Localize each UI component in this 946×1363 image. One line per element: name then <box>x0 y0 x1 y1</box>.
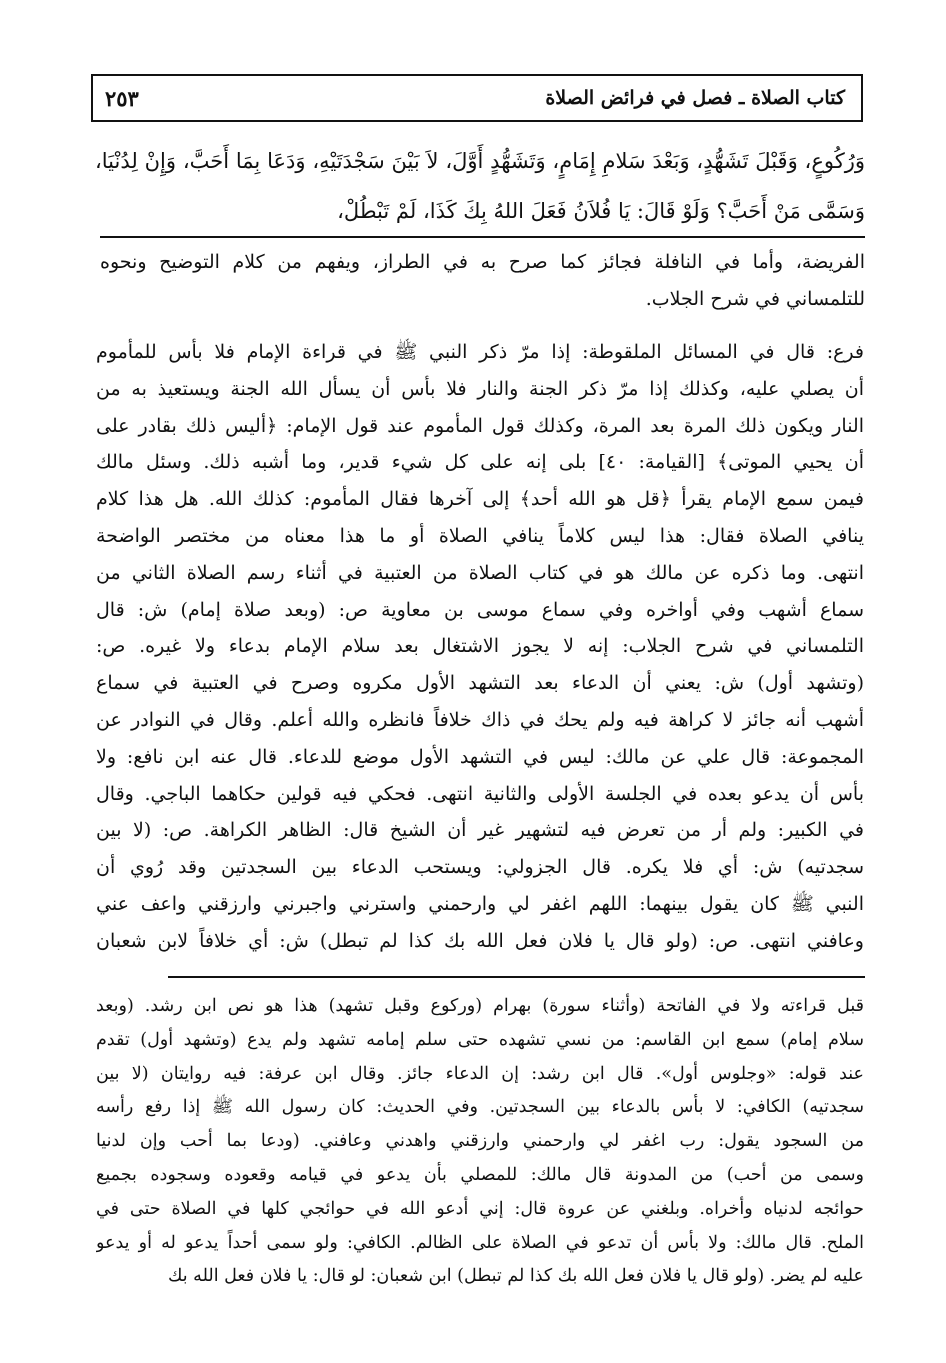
sharh-line: حوائجه لدنياه وأخراه. وبلغني عن عروة قال: إني أدعو الله في حوائجي كلها في الصلاة حتى في <box>96 1198 864 1219</box>
commentary-line: أشهب أنه جائز لا كراهة فيه ولم يحك في ذاك خلافاً فانظره والله أعلم. وقال في النوادر عن <box>96 708 864 731</box>
sharh-line: وسمى من أحب) من المدونة قال مالك: للمصلي بأن يدعو في قيامه وقعوده وسجوده بجميع <box>96 1164 864 1185</box>
footnote-line: للتلمساني في شرح الجلاب. <box>645 288 865 310</box>
separator-rule <box>100 236 865 238</box>
commentary-line: النار ويكون ذلك المرة بعد المرة، وكذلك قول المأموم عند قول الإمام: ﴿أليس ذلك بقادر على <box>96 414 864 437</box>
commentary-line: (وتشهد أول) ش: يعني أن الدعاء بعد التشهد الأول مكروه وصرح في العتبية في سماع <box>96 672 864 695</box>
sharh-line: سجدتيه) الكافي: لا بأس بالدعاء بين السجدتين. وفي الحديث: كان رسول الله ﷺ إذا رفع رأسه <box>96 1097 864 1118</box>
sharh-line: سلام إمام) سمع ابن القاسم: من نسي تشهده حتى سلم إمامه تشهد ولم يدع (وتشهد أول) تقدم <box>96 1029 864 1050</box>
commentary-line: فيمن سمع الإمام يقرأ ﴿قل هو الله أحد﴾ إلى آخرها فقال المأموم: كذلك الله. هل هذا كلام <box>96 488 864 511</box>
main-commentary <box>96 334 864 960</box>
top-footnote <box>100 244 865 318</box>
matn-line: وَرُكُوعٍ، وَقَبْلَ تَشَهُّدٍ، وَبَعْدَ سَلامِ إِمَامٍ، وَتَشَهُّدٍ أَوَّلَ، لاَ بَيْنَ سَجْدَتَيْهِ، وَدَعَا بِمَا أَحَبَّ، وَإِنْ لِدُنْيَا، <box>95 149 865 173</box>
commentary-line: سماع أشهب وفي أواخره وفي سماع موسى بن معاوية ص: (وبعد صلاة إمام) ش: قال <box>96 598 864 621</box>
lower-commentary <box>96 990 864 1294</box>
commentary-line: أن يحيي الموتى﴾ [القيامة: ٤٠] بلى إنه على كل شيء قدير، وما أشبه ذلك. وسئل مالك <box>96 451 864 474</box>
sharh-line: قبل قراءته ولا في الفاتحة (وأثناء سورة) بهرام (وركوع وقبل تشهد) هذا هو نص ابن رشد. (وبعد <box>96 996 864 1016</box>
chapter-title: كتاب الصلاة ـ فصل في فرائض الصلاة <box>545 87 845 109</box>
commentary-line: التلمساني في شرح الجلاب: إنه لا يجوز الاشتغال بعد سلام الإمام بدعاء ولا غيره. ص: <box>96 635 864 658</box>
sharh-line: من السجود يقول: رب اغفر لي وارحمني وارزقني واهدني وعافني. (ودعا بما أحب وإن لدنيا <box>96 1131 864 1152</box>
matn-text <box>95 136 865 236</box>
page-number: ٢٥٣ <box>105 85 139 111</box>
separator-rule <box>168 976 865 978</box>
commentary-line: سجدتيه) ش: أي فلا يكره. قال الجزولي: ويستحب الدعاء بين السجدتين وقد رُوي أن <box>96 856 864 879</box>
commentary-line: وعافني انتهى. ص: (ولو قال يا فلان فعل الله بك كذا لم تبطل) ش: أي خلافاً لابن شعبان <box>96 929 864 952</box>
commentary-line: ينافي الصلاة فقال: هذا ليس كلاماً ينافي الصلاة أو ما هذا معناه من مختصر الواضحة <box>96 524 864 547</box>
sharh-line: الملح. قال مالك: ولا بأس أن تدعو في الصلاة على الظالم. الكافي: ولو سمى أحداً يدعو له أو يدعو <box>96 1232 864 1253</box>
commentary-line: النبي ﷺ كان يقول بينهما: اللهم اغفر لي وارحمني واسترني واجبرني وارزقني واعف عني <box>96 892 864 915</box>
footnote-line: الفريضة، وأما في النافلة فجائز كما صرح به في الطراز، ويفهم من كلام التوضيح ونحوه <box>100 251 865 273</box>
commentary-line: أن يصلي عليه، وكذلك إذا مرّ ذكر الجنة والنار فلا بأس أن يسأل الله الجنة ويستعيذ به من <box>96 377 864 400</box>
matn-line: وَسَمَّى مَنْ أَحَبَّ؟ وَلَوْ قَالَ: يَا فُلاَنُ فَعَلَ اللهُ بِكَ كَذَا، لَمْ تَبْطُلْ، <box>337 199 865 223</box>
sharh-line: عند قوله: «وجلوس أول». قال ابن رشد: إن الدعاء جائز. وقال ابن عرفة: فيه روايتان (لا بين <box>96 1063 864 1084</box>
commentary-line: بأس أن يدعو بعده في الجلسة الأولى والثانية انتهى. فحكي فيه قولين حكاهما الباجي. وقال <box>96 782 864 805</box>
sharh-line: عليه لم يضر. (ولو قال يا فلان فعل الله بك كذا لم تبطل) ابن شعبان: لو قال: يا فلان فعل الله بك <box>168 1266 864 1287</box>
commentary-line: انتهى. وما ذكره عن مالك هو في كتاب الصلاة من العتبية في أثناء رسم الصلاة الثاني من <box>96 561 864 584</box>
commentary-line: المجموعة: قال علي عن مالك: ليس في التشهد الأول موضع للدعاء. قال عنه ابن نافع: ولا <box>96 745 864 768</box>
running-header <box>91 74 863 122</box>
commentary-line: فرع: قال في المسائل الملقوطة: إذا مرّ ذكر النبي ﷺ في قراءة الإمام فلا بأس للمأموم <box>96 341 864 363</box>
commentary-line: في الكبير: ولم أر من تعرض فيه لتشهير غير أن الشيخ قال: الظاهر الكراهة. ص: (لا بين <box>96 819 864 842</box>
